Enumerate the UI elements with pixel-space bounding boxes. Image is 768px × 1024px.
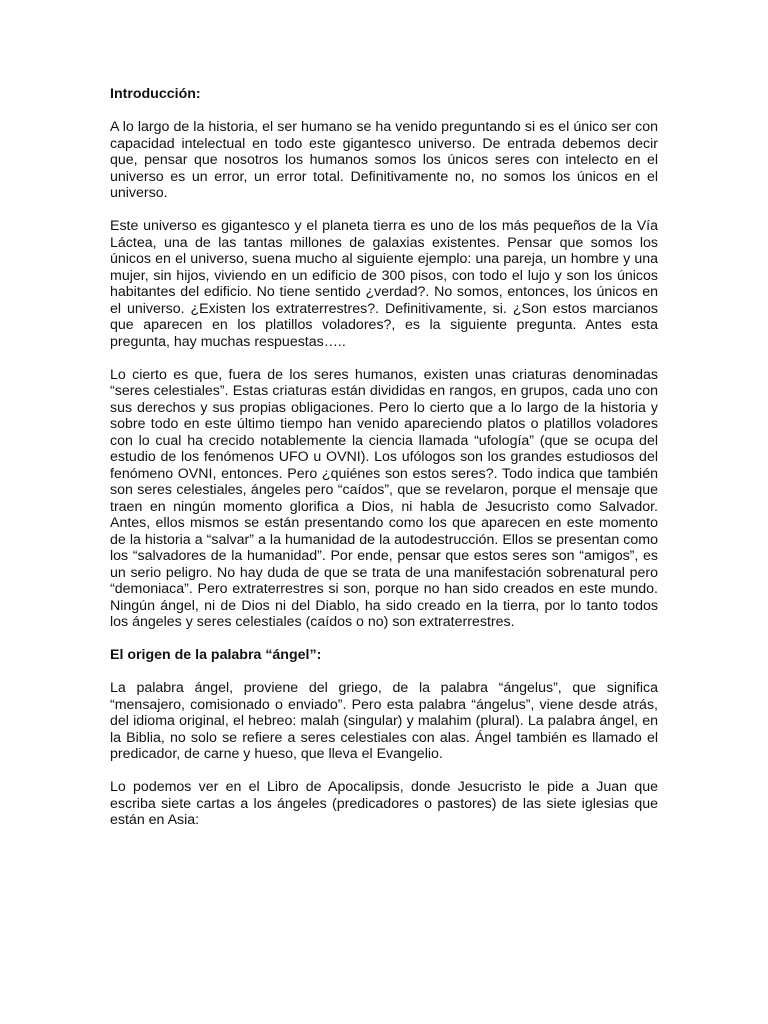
paragraph-origin-2: Lo podemos ver en el Libro de Apocalipsis, donde Jesucristo le pide a Juan que escriba siete cartas a los ángeles (predicadores o pastores) de las siete iglesias que están en Asia: — [110, 779, 658, 828]
section-heading-introduccion: Introducción: — [110, 86, 201, 102]
paragraph-origin-1: La palabra ángel, proviene del griego, de la palabra “ángelus”, que significa “mensajero, comisionado o enviado”. Pero esta palabra “ángelus”, viene desde atrás, del idioma original, el hebreo: malah (singular) y malahim (plural). La palabra ángel, en la Biblia, no solo se refiere a seres celestiales con alas. Ángel también es llamado el predicador, de carne y hueso, que lleva el Evangelio. — [110, 680, 658, 762]
paragraph-intro-2: Este universo es gigantesco y el planeta tierra es uno de los más pequeños de la Vía Láctea, una de las tantas millones de galaxias existentes. Pensar que somos los únicos en el universo, suena mucho al siguiente ejemplo: una pareja, un hombre y una mujer, sin hijos, viviendo en un edificio de 300 pisos, con todo el lujo y son los únicos habitantes del edificio. No tiene sentido ¿verdad?. No somos, entonces, los únicos en el universo. ¿Existen los extraterrestres?. Definitivamente, si. ¿Son estos marcianos que aparecen en los platillos voladores?, es la siguiente pregunta. Antes esta pregunta, hay muchas respuestas….. — [110, 218, 658, 350]
document-page — [110, 86, 658, 845]
paragraph-intro-1: A lo largo de la historia, el ser humano se ha venido preguntando si es el único ser con capacidad intelectual en todo este gigantesco universo. De entrada debemos decir que, pensar que nosotros los humanos somos los únicos seres con intelecto en el universo es un error, un error total. Definitivamente no, no somos los únicos en el universo. — [110, 119, 658, 201]
paragraph-intro-3: Lo cierto es que, fuera de los seres humanos, existen unas criaturas denominadas “seres celestiales”. Estas criaturas están divididas en rangos, en grupos, cada uno con sus derechos y sus propias obligaciones. Pero lo cierto que a lo largo de la historia y sobre todo en este último tiempo han venido apareciendo platos o platillos voladores con lo cual ha crecido notablemente la ciencia llamada “ufología” (que se ocupa del estudio de los fenómenos UFO u OVNI). Los ufólogos son los grandes estudiosos del fenómeno OVNI, entonces. Pero ¿quiénes son estos seres?. Todo indica que también son seres celestiales, ángeles pero “caídos”, que se revelaron, porque el mensaje que traen en ningún momento glorifica a Dios, ni habla de Jesucristo como Salvador. Antes, ellos mismos se están presentando como los que aparecen en este momento de la historia a “salvar” a la humanidad de la autodestrucción. Ellos se presentan como los “salvadores de la humanidad”. Por ende, pensar que estos seres son “amigos”, es un serio peligro. No hay duda de que se trata de una manifestación sobrenatural pero “demoniaca”. Pero extraterrestres si son, porque no han sido creados en este mundo. Ningún ángel, ni de Dios ni del Diablo, ha sido creado en la tierra, por lo tanto todos los ángeles y seres celestiales (caídos o no) son extraterrestres. — [110, 366, 658, 630]
section-heading-origen: El origen de la palabra “ángel”: — [110, 647, 322, 663]
